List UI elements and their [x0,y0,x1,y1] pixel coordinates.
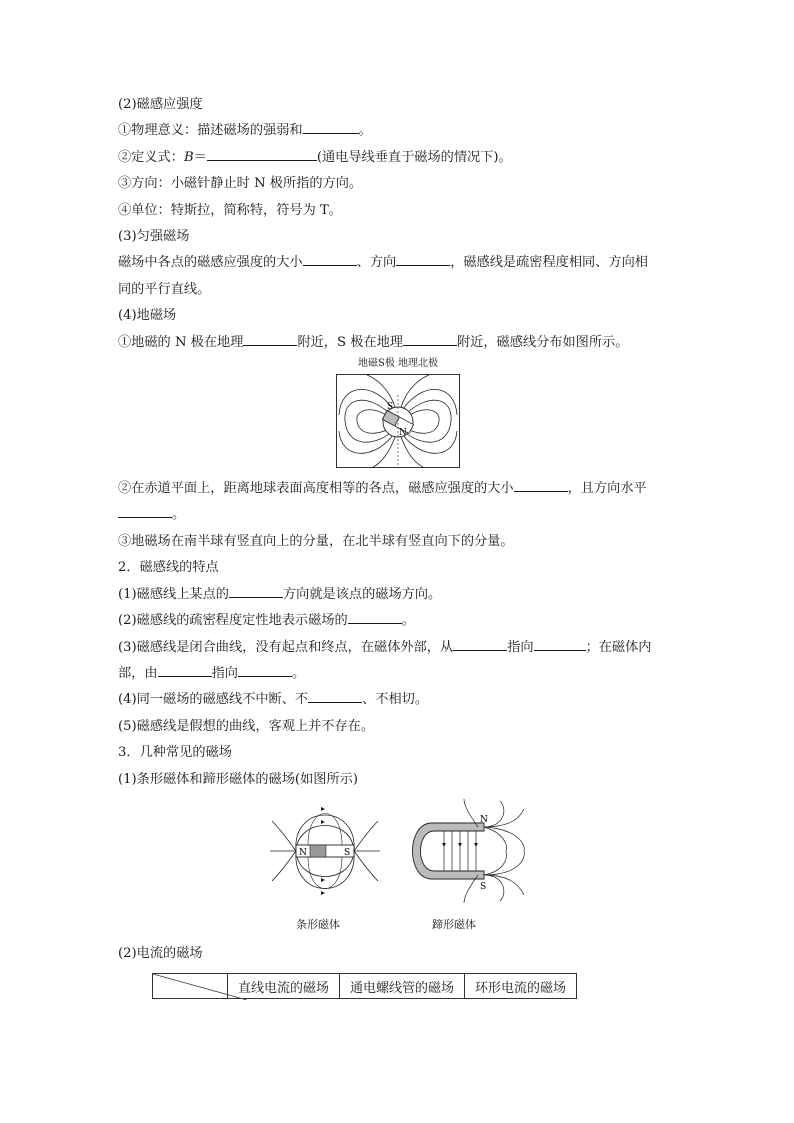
answer-blank[interactable] [514,477,568,492]
figure-frame [336,374,460,468]
bar-magnet-caption: 条形磁体 [296,917,340,931]
text-line: ②在赤道平面上，距离地球表面高度相等的各点，磁感应强度的大小 ，且方向水平 [118,476,678,502]
section-heading: 2．磁感线的特点 [118,560,219,576]
answer-blank[interactable] [207,146,317,161]
answer-blank[interactable] [534,636,586,651]
text-line: (2)电流的磁场 [118,945,203,961]
diagonal-header-cell [153,974,228,999]
answer-blank[interactable] [158,662,212,677]
section-heading: (2)磁感应强度 [118,97,203,112]
magnet-field-lines-drawing [268,797,528,917]
answer-blank[interactable] [243,331,297,346]
text-line: 同的平行直线。 [118,281,211,297]
text-line: (1)磁感线上某点的 方向就是该点的磁场方向。 [118,582,678,608]
table-header-cell: 直线电流的磁场 [228,974,340,999]
formula-variable: B [183,149,194,165]
section-heading: 3．几种常见的磁场 [118,745,232,761]
answer-blank[interactable] [308,688,362,703]
figure-title: 地磁S极 地理北极 [357,358,439,370]
text-line: ④单位：特斯拉，简称特，符号为 T。 [118,202,342,218]
u-s-label: S [480,881,487,892]
u-magnet-caption: 蹄形磁体 [432,917,476,931]
answer-blank[interactable] [396,251,450,266]
field-lines-drawing [337,375,459,467]
text-line: (1)条形磁体和蹄形磁体的磁场(如图所示) [118,771,358,787]
text-line: ①地磁的 N 极在地理 附近，S 极在地理 附近，磁感线分布如图所示。 [118,330,678,356]
answer-blank[interactable] [348,609,402,624]
n-pole-label: N [399,428,407,439]
answer-blank[interactable] [229,583,283,598]
s-pole-label: S [387,402,394,413]
document-page [118,92,678,999]
answer-blank[interactable] [403,331,457,346]
text-line: ③地磁场在南半球有竖直向上的分量，在北半球有竖直向下的分量。 [118,533,514,549]
text-line: ③方向：小磁针静止时 N 极所指的方向。 [118,176,363,192]
text-line: (3)磁感线是闭合曲线，没有起点和终点，在磁体外部，从 指向 ；在磁体内 [118,635,678,661]
bar-n-label: N [299,847,307,858]
text-line: 磁场中各点的磁感应强度的大小 、方向 ，磁感线是疏密程度相同、方向相 [118,250,678,276]
u-n-label: N [480,814,488,825]
text-line: (2)磁感线的疏密程度定性地表示磁场的 。 [118,608,678,634]
bar-s-label: S [344,847,351,858]
text-line: (5)磁感线是假想的曲线，客观上并不存在。 [118,718,375,734]
current-field-table [152,973,577,999]
answer-blank[interactable] [453,636,507,651]
answer-blank[interactable] [303,251,357,266]
text-line: 部，由 指向 。 [118,661,678,687]
text-line: ②定义式：B＝ (通电导线垂直于磁场的情况下)。 [118,145,678,171]
table-header-cell: 环形电流的磁场 [465,974,577,999]
text-line: 。 [118,502,678,528]
section-heading: (4)地磁场 [118,308,177,324]
section-heading: (3)匀强磁场 [118,229,190,245]
text-line: ①物理意义：描述磁场的强弱和 。 [118,118,678,144]
magnet-fields-figure [268,797,528,935]
geomagnetic-field-figure [336,360,460,470]
table-header-cell: 通电螺线管的磁场 [340,974,465,999]
answer-blank[interactable] [303,119,359,134]
answer-blank[interactable] [118,503,172,518]
text-line: (4)同一磁场的磁感线不中断、不 、不相切。 [118,687,678,713]
table-row [153,974,577,999]
answer-blank[interactable] [238,662,292,677]
